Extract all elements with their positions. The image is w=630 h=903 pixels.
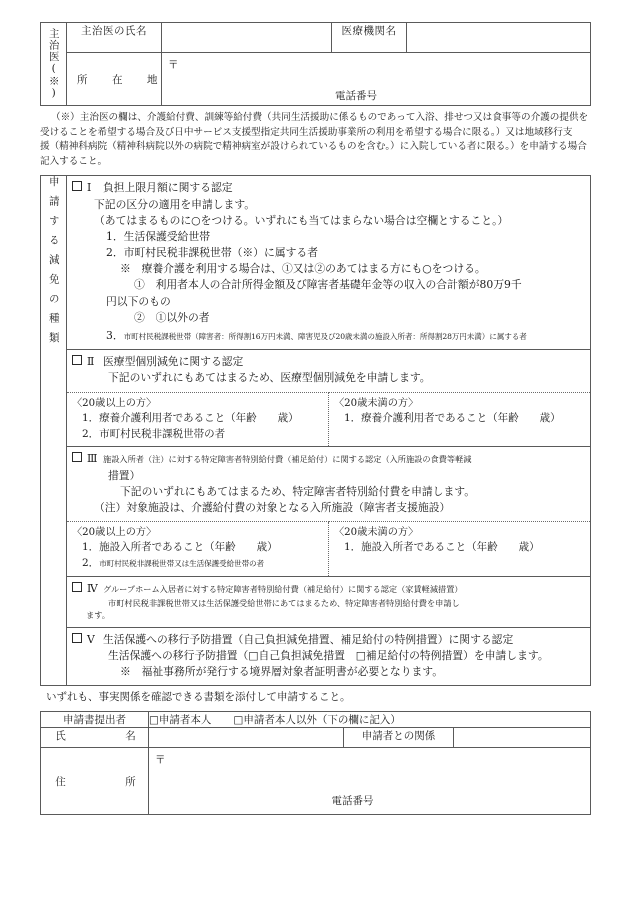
section-3-header[interactable] <box>72 451 585 467</box>
applicant-relation-input[interactable] <box>454 728 591 748</box>
reduction-sections-cell <box>67 176 591 686</box>
reduction-kinds-label-cell <box>41 176 67 686</box>
doctor-name-label: 主治医の氏名 <box>67 23 162 53</box>
section-3-heading-block <box>67 447 590 521</box>
section-3-left-item-2-number: 2． <box>82 557 100 570</box>
section-2-left-header: 〈20歳以上の方〉 <box>72 397 157 409</box>
section-3 <box>67 447 590 577</box>
section-2-age-split <box>67 392 590 447</box>
section-1-item-1[interactable]: 1．生活保護受給世帯 <box>106 229 211 243</box>
section-2-right-item-1[interactable]: 1．療養介護利用者であること（年齢 歳） <box>344 411 561 424</box>
doctor-tel-label: 電話番号 <box>335 90 377 102</box>
section-3-right-header: 〈20歳未満の方〉 <box>334 527 419 539</box>
doctor-note-line-3: 援（精神科病院（精神科病院以外の病院で精神病室が設けられているものを含む。）に入院している者に限る。）を申請する場合 <box>40 141 587 153</box>
reduction-kinds-table <box>40 175 591 686</box>
section-1-instruction: （あてはまるものに○をつける。いずれにも当てはまらない場合は空欄とすること。） <box>94 213 509 227</box>
section-2-numeral: Ⅱ <box>87 355 95 369</box>
section-3-right-item-1[interactable]: 1．施設入所者であること（年齢 歳） <box>344 541 540 554</box>
section-1-item-3-number: 3． <box>106 329 124 342</box>
section-3-left-column <box>67 522 329 576</box>
applicant-postal-mark-icon: 〒 <box>155 754 166 766</box>
attachment-note: いずれも、事実関係を確認できる書類を添付して申請すること。 <box>46 691 351 704</box>
doctor-name-input[interactable] <box>162 23 332 53</box>
section-5-checkbox[interactable] <box>72 633 82 643</box>
doctor-note-line-4: 記入すること。 <box>40 155 108 167</box>
section-4-header[interactable] <box>72 581 585 597</box>
section-3-right-column <box>329 522 591 576</box>
section-3-title-line-1: 施設入所者（注）に対する特定障害者特別給付費（補足給付）に関する認定（入所施設の食費等軽減 <box>103 454 472 465</box>
section-1-sub-item-2[interactable]: ② ①以外の者 <box>134 310 210 324</box>
doctor-address-cell[interactable] <box>162 53 591 106</box>
doctor-section-vertical-label: 主治医(※) <box>47 28 60 100</box>
section-1-header[interactable] <box>72 180 585 196</box>
section-2-left-item-1[interactable]: 1．療養介護利用者であること（年齢 歳） <box>82 411 299 424</box>
section-5 <box>67 628 590 686</box>
section-1-numeral: Ⅰ <box>87 181 92 195</box>
institution-name-label: 医療機関名 <box>332 23 407 53</box>
postal-mark-icon: 〒 <box>168 59 179 71</box>
doctor-note <box>40 111 590 169</box>
doctor-note-line-1: （※）主治医の欄は、介護給付費、訓練等給付費（共同生活援助に係るものであって入浴、排せつ又は食事等の介護の提供を <box>51 112 589 123</box>
section-2-right-header: 〈20歳未満の方〉 <box>334 397 419 409</box>
section-4-body-line-2: ます。 <box>86 610 110 621</box>
section-4-title: グループホーム入居者に対する特定障害者特別給付費（補足給付）に関する認定（家賃軽減措置） <box>103 583 463 594</box>
doctor-section-label-cell <box>41 23 67 106</box>
section-1-note-mark: ※ 療養介護を利用する場合は、①又は②のあてはまる方にも○をつける。 <box>120 262 486 276</box>
section-1-item-2[interactable]: 2．市町村民税非課税世帯（※）に属する者 <box>106 246 319 260</box>
applicant-address-row <box>41 748 591 815</box>
applicant-address-label: 住 所 <box>41 748 149 815</box>
institution-name-input[interactable] <box>407 23 591 53</box>
section-4-checkbox[interactable] <box>72 582 82 592</box>
section-1-checkbox[interactable] <box>72 181 82 191</box>
section-2-header[interactable] <box>72 354 585 370</box>
doctor-table <box>40 22 591 106</box>
reduction-kinds-row <box>41 176 591 686</box>
section-1 <box>67 176 590 350</box>
applicant-name-input[interactable] <box>149 728 344 748</box>
section-4 <box>67 577 590 628</box>
section-1-item-3-text: 市町村民税課税世帯（障害者：所得割16万円未満、障害児及び20歳未満の施設入所者：所得割28万円未満）に属する者 <box>123 332 527 341</box>
section-3-age-row <box>67 522 590 576</box>
section-2-left-item-2[interactable]: 2．市町村民税非課税世帯の者 <box>82 427 226 440</box>
submitter-option-other[interactable]: □申請者本人以外（下の欄に記入） <box>233 714 401 726</box>
section-2-checkbox[interactable] <box>72 355 82 365</box>
doctor-note-line-2: 受けることを希望する場合及び日中サービス支援型指定共同生活援助事業所の利用を希望する場合に限る。）又は地域移行支 <box>40 126 573 138</box>
section-1-item-3[interactable] <box>72 326 585 344</box>
section-5-title: 生活保護への移行予防措置（自己負担減免措置、補足給付の特例措置）に関する認定 <box>103 632 514 646</box>
section-2-subtitle: 下記のいずれにもあてはまるため、医療型個別減免を申請します。 <box>108 371 431 385</box>
doctor-address-row <box>41 53 591 106</box>
section-1-sub-item-1-line-1[interactable]: ① 利用者本人の合計所得金額及び障害者基礎年金等の収入の合計額が80万9千 <box>134 278 522 292</box>
section-3-left-item-2-text: 市町村民税非課税世帯又は生活保護受給世帯の者 <box>99 559 265 569</box>
section-3-left-item-1[interactable]: 1．施設入所者であること（年齢 歳） <box>82 541 278 554</box>
submitter-option-self[interactable]: □申請者本人 <box>149 714 212 726</box>
section-3-checkbox[interactable] <box>72 452 82 462</box>
applicant-table <box>40 711 591 815</box>
submitter-label: 申請書提出者 <box>41 712 149 728</box>
section-3-left-item-2[interactable] <box>72 556 323 572</box>
section-1-title: 負担上限月額に関する認定 <box>103 181 233 195</box>
submitter-options[interactable] <box>149 712 591 728</box>
section-2-age-row <box>67 392 590 446</box>
section-4-body-line-1: 市町村民税非課税世帯又は生活保護受給世帯にあてはまるため、特定障害者特別給付費を申請し <box>108 598 460 609</box>
section-2 <box>67 350 590 447</box>
section-1-sub-item-1-line-2: 円以下のもの <box>106 294 171 308</box>
doctor-address-label: 所 在 地 <box>67 53 162 106</box>
section-2-right-column <box>329 392 591 446</box>
applicant-tel-label: 電話番号 <box>331 795 374 807</box>
section-3-title-line-2: 措置） <box>108 468 141 482</box>
applicant-name-row <box>41 728 591 748</box>
section-3-subtitle: 下記のいずれにもあてはまるため、特定障害者特別給付費を申請します。 <box>120 484 475 498</box>
section-5-body[interactable]: 生活保護への移行予防措置（□自己負担減免措置 □補足給付の特例措置）を申請します。 <box>108 648 549 662</box>
section-3-age-split <box>67 521 590 576</box>
section-2-title: 医療型個別減免に関する認定 <box>103 355 244 369</box>
submitter-row <box>41 712 591 728</box>
reduction-kinds-vertical-label: 申請する減免の種類 <box>47 176 60 352</box>
section-3-note: （注）対象施設は、介護給付費の対象となる入所施設（障害者支援施設） <box>94 500 451 514</box>
section-1-subtitle: 下記の区分の適用を申請します。 <box>94 197 256 211</box>
section-2-heading-block <box>67 350 590 391</box>
applicant-address-cell[interactable] <box>149 748 591 815</box>
section-3-left-header: 〈20歳以上の方〉 <box>72 527 157 539</box>
applicant-name-label: 氏 名 <box>41 728 149 748</box>
applicant-relation-label: 申請者との関係 <box>344 728 454 748</box>
section-5-numeral: Ⅴ <box>87 632 95 646</box>
section-5-header[interactable] <box>72 632 585 648</box>
section-5-note: ※ 福祉事務所が発行する境界層対象者証明書が必要となります。 <box>120 665 444 679</box>
section-3-numeral: Ⅲ <box>87 452 98 466</box>
doctor-name-row <box>41 23 591 53</box>
section-4-numeral: Ⅳ <box>87 581 98 595</box>
section-2-left-column <box>67 392 329 446</box>
